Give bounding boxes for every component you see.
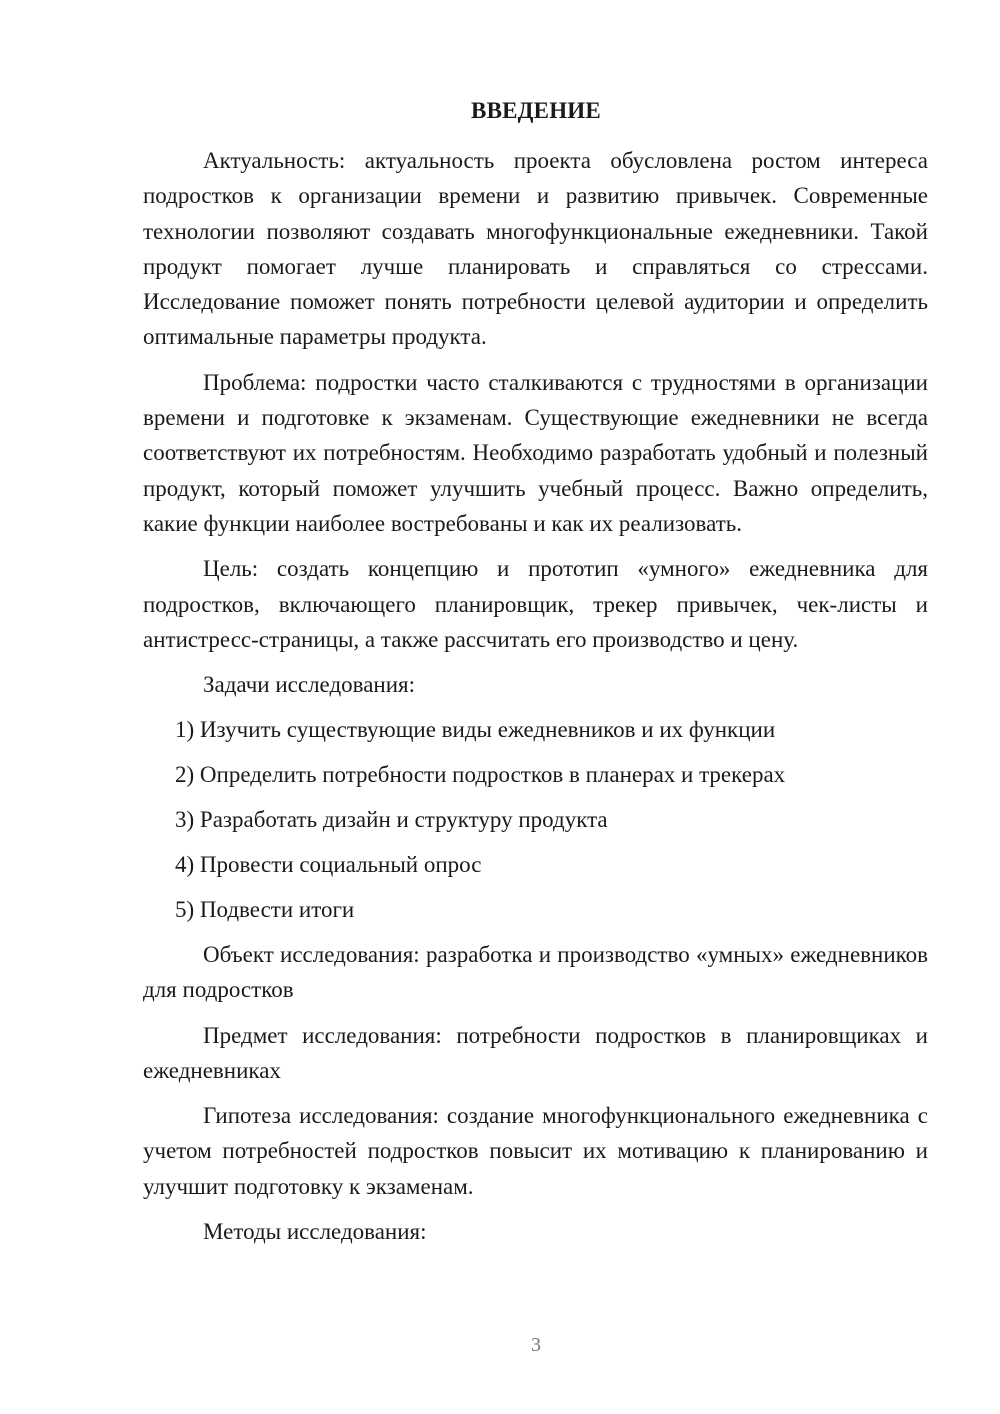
paragraph-subject: Предмет исследования: потребности подростков в планировщиках и ежедневниках [143, 1022, 928, 1083]
list-item: 2) Определить потребности подростков в планерах и трекерах [175, 762, 786, 788]
body-text [143, 143, 928, 1259]
paragraph-problem: Проблема: подростки часто сталкиваются с трудностями в организации времени и подготовке к экзаменам. Существующие ежедневники не всегда соответствуют их потребностям. Необходимо разработать удобный и полезный продукт, который поможет улучшить учебный процесс. Важно определить, какие функции наиболее востребованы и как их реализовать. [143, 369, 928, 536]
list-item: 3) Разработать дизайн и структуру продукта [175, 807, 608, 833]
paragraph-relevance: Актуальность: актуальность проекта обусловлена ростом интереса подростков к организации времени и развитию привычек. Современные технологии позволяют создавать многофункциональные ежедневники. Такой продукт помогает лучше планировать и справляться со стрессами. Исследование поможет понять потребности целевой аудитории и определить оптимальные параметры продукта. [143, 148, 928, 350]
paragraph-hypothesis: Гипотеза исследования: создание многофункционального ежедневника с учетом потребностей подростков повысит их мотивацию к планированию и улучшит подготовку к экзаменам. [143, 1103, 928, 1199]
tasks-heading: Задачи исследования: [203, 672, 416, 698]
paragraph-goal: Цель: создать концепцию и прототип «умного» ежедневника для подростков, включающего планировщик, трекер привычек, чек-листы и антистресс-страницы, а также рассчитать его производство и цену. [143, 556, 928, 652]
page-title: ВВЕДЕНИЕ [471, 98, 601, 123]
list-item: 4) Провести социальный опрос [175, 852, 482, 878]
paragraph-object: Объект исследования: разработка и производство «умных» ежедневников для подростков [143, 941, 928, 1003]
page-number: 3 [531, 1334, 541, 1356]
methods-heading: Методы исследования: [203, 1218, 427, 1244]
list-item: 1) Изучить существующие виды ежедневников и их функции [175, 717, 776, 743]
list-item: 5) Подвести итоги [175, 897, 355, 923]
tasks-list [143, 712, 928, 927]
